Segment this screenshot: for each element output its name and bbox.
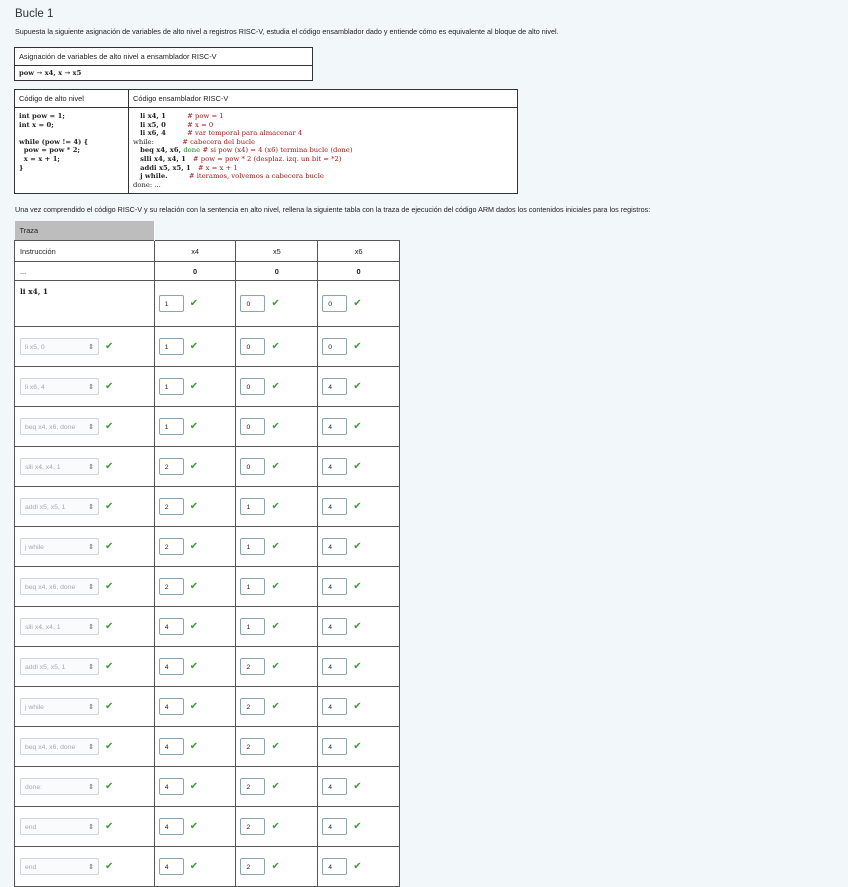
asm-instruction: slli x4, x4, 1: [133, 154, 193, 163]
instruction-select-value: li x5, 0: [25, 344, 45, 352]
instruction-select[interactable]: [20, 818, 99, 835]
check-icon: ✔: [105, 701, 114, 713]
instruction-select-value: end: [25, 824, 37, 832]
trace-row: [15, 527, 400, 567]
check-icon: ✔: [105, 661, 114, 673]
register-value-input-x4[interactable]: 4: [159, 778, 184, 795]
check-icon: ✔: [189, 621, 199, 633]
asm-code: [133, 112, 513, 189]
check-icon: ✔: [271, 741, 280, 753]
register-value-input-x6[interactable]: 4: [322, 378, 347, 395]
initial-x5: 0: [236, 262, 318, 281]
instruction-select-value: slli x4, x4, 1: [25, 624, 61, 632]
check-icon: ✔: [271, 381, 280, 393]
high-level-code: int pow = 1; int x = 0; while (pow != 4) { pow = pow * 2; x = x + 1; }: [19, 112, 89, 172]
register-value-input-x5[interactable]: 0: [240, 458, 265, 475]
register-value-input-x6[interactable]: 4: [322, 498, 347, 515]
check-icon: ✔: [105, 461, 114, 473]
instruction-select[interactable]: [20, 578, 99, 595]
asm-line: [133, 164, 238, 172]
register-value-input-x4[interactable]: 2: [159, 498, 184, 515]
check-icon: ✔: [271, 541, 280, 553]
register-value-input-x4[interactable]: 4: [159, 818, 184, 835]
asm-header: Código ensamblador RISC-V: [129, 90, 518, 108]
check-icon: ✔: [353, 298, 362, 310]
updown-arrow-icon: ⇕: [88, 544, 94, 552]
instruction-select-value: beq x4, x6, done: [25, 744, 76, 752]
intro-text: Supuesta la siguiente asignación de variables de alto nivel a registros RISC-V, estudia el código ensamblador dado y entiende cómo es equivalente al bloque de alto nivel.: [15, 27, 559, 36]
instruction-select-value: end: [25, 864, 37, 872]
register-value-input-x6[interactable]: 4: [322, 738, 347, 755]
register-value-input-x5[interactable]: 2: [240, 778, 265, 795]
register-value-input-x5[interactable]: 2: [240, 858, 265, 875]
register-value-input-x6[interactable]: 0: [322, 295, 347, 312]
initial-instr: ...: [15, 262, 155, 281]
trace-table: [14, 221, 400, 887]
initial-x6: 0: [318, 262, 400, 281]
mapping-table: [14, 47, 313, 81]
updown-arrow-icon: ⇕: [88, 344, 94, 352]
check-icon: ✔: [189, 661, 199, 673]
check-icon: ✔: [353, 861, 362, 873]
asm-comment: # x = x + 1: [197, 163, 238, 172]
updown-arrow-icon: ⇕: [88, 624, 94, 632]
instructions-text: Una vez comprendido el código RISC-V y su relación con la sentencia en alto nivel, rellena la siguiente tabla con la traza de ejecución del código ARM dados los contenidos iniciales para los registros:: [15, 205, 651, 215]
asm-comment: # iteramos, volvemos a cabecera bucle: [188, 172, 324, 181]
register-value-input-x6[interactable]: 4: [322, 818, 347, 835]
trace-row: [15, 687, 400, 727]
trace-row: [15, 807, 400, 847]
instruction-select-value: addi x5, x5, 1: [25, 664, 66, 672]
check-icon: ✔: [353, 701, 362, 713]
mapping-value: pow → x4, x → x5: [15, 66, 313, 81]
col-instruction: Instrucción: [15, 241, 155, 262]
register-value-input-x5[interactable]: 0: [240, 295, 265, 312]
trace-row: [15, 767, 400, 807]
register-value-input-x5[interactable]: 0: [240, 418, 265, 435]
register-value-input-x4[interactable]: 1: [159, 295, 184, 312]
updown-arrow-icon: ⇕: [88, 384, 94, 392]
instruction-select-value: beq x4, x6, done: [25, 424, 76, 432]
register-value-input-x4[interactable]: 4: [159, 858, 184, 875]
check-icon: ✔: [271, 461, 280, 473]
updown-arrow-icon: ⇕: [88, 864, 94, 872]
asm-comment: # si pow (x4) = 4 (x6) termina bucle (done): [202, 146, 353, 155]
check-icon: ✔: [189, 541, 199, 553]
asm-label: while:: [133, 137, 154, 146]
updown-arrow-icon: ⇕: [88, 424, 94, 432]
register-value-input-x4[interactable]: 4: [159, 738, 184, 755]
asm-line: [133, 155, 342, 163]
register-value-input-x5[interactable]: 2: [240, 658, 265, 675]
check-icon: ✔: [105, 501, 114, 513]
check-icon: ✔: [189, 381, 199, 393]
check-icon: ✔: [353, 621, 362, 633]
check-icon: ✔: [189, 461, 199, 473]
check-icon: ✔: [271, 501, 280, 513]
register-value-input-x5[interactable]: 0: [240, 378, 265, 395]
check-icon: ✔: [353, 821, 362, 833]
register-value-input-x5[interactable]: 1: [240, 618, 265, 635]
check-icon: ✔: [271, 861, 280, 873]
instruction-select[interactable]: [20, 858, 99, 875]
asm-line: [133, 172, 324, 180]
instruction-select-value: j while: [25, 704, 44, 712]
asm-comment: # x = 0: [187, 120, 214, 129]
trace-initial-row: [15, 262, 400, 281]
check-icon: ✔: [353, 381, 362, 393]
register-value-input-x4[interactable]: 4: [159, 618, 184, 635]
check-icon: ✔: [353, 341, 362, 353]
check-icon: ✔: [271, 421, 280, 433]
check-icon: ✔: [271, 701, 280, 713]
updown-arrow-icon: ⇕: [88, 504, 94, 512]
code-table: [14, 89, 518, 194]
asm-line: [133, 138, 255, 146]
register-value-input-x5[interactable]: 1: [240, 578, 265, 595]
check-icon: ✔: [105, 541, 114, 553]
register-value-input-x4[interactable]: 4: [159, 658, 184, 675]
check-icon: ✔: [189, 421, 199, 433]
asm-line: [133, 146, 352, 154]
check-icon: ✔: [353, 501, 362, 513]
check-icon: ✔: [189, 741, 199, 753]
trace-title-row: [15, 221, 400, 241]
trace-column-header-row: [15, 241, 400, 262]
check-icon: ✔: [189, 341, 199, 353]
asm-instruction: j while.: [133, 172, 189, 181]
col-x6: x6: [318, 241, 400, 262]
register-value-input-x6[interactable]: 4: [322, 618, 347, 635]
asm-instruction: beq x4, x6,: [133, 146, 184, 155]
register-value-input-x5[interactable]: 1: [240, 538, 265, 555]
instruction-select-value: addi x5, x5, 1: [25, 504, 66, 512]
register-value-input-x6[interactable]: 4: [322, 698, 347, 715]
register-value-input-x4[interactable]: 1: [159, 378, 184, 395]
check-icon: ✔: [271, 821, 280, 833]
instruction-select[interactable]: [20, 698, 99, 715]
register-value-input-x5[interactable]: 1: [240, 498, 265, 515]
instruction-select[interactable]: [20, 418, 99, 435]
asm-comment: # pow = 1: [187, 112, 224, 120]
asm-comment: # pow = pow * 2 (desplaz. izq. un bit = *2): [192, 154, 342, 163]
instruction-select[interactable]: [20, 618, 99, 635]
check-icon: ✔: [189, 298, 199, 310]
check-icon: ✔: [105, 621, 114, 633]
check-icon: ✔: [271, 661, 280, 673]
trace-row: [15, 367, 400, 407]
register-value-input-x4[interactable]: 1: [159, 418, 184, 435]
check-icon: ✔: [271, 298, 280, 310]
instruction-select[interactable]: [20, 778, 99, 795]
register-value-input-x6[interactable]: 4: [322, 778, 347, 795]
register-value-input-x6[interactable]: 4: [322, 538, 347, 555]
updown-arrow-icon: ⇕: [88, 824, 94, 832]
trace-row: [15, 727, 400, 767]
instruction-select[interactable]: [20, 458, 99, 475]
trace-row: [15, 281, 400, 327]
check-icon: ✔: [189, 581, 199, 593]
asm-code-cell: [129, 108, 518, 194]
register-value-input-x4[interactable]: 1: [159, 338, 184, 355]
check-icon: ✔: [105, 741, 114, 753]
instruction-select-value: slli x4, x4, 1: [25, 464, 61, 472]
check-icon: ✔: [189, 701, 199, 713]
trace-row: [15, 647, 400, 687]
instruction-select[interactable]: [20, 738, 99, 755]
asm-line: [133, 181, 161, 189]
check-icon: ✔: [105, 421, 114, 433]
updown-arrow-icon: ⇕: [88, 464, 94, 472]
trace-row: [15, 487, 400, 527]
updown-arrow-icon: ⇕: [88, 744, 94, 752]
check-icon: ✔: [189, 821, 199, 833]
asm-instruction: li x6, 4: [133, 129, 188, 138]
trace-row: [15, 447, 400, 487]
register-value-input-x4[interactable]: 2: [159, 578, 184, 595]
instruction-select-value: j while: [25, 544, 44, 552]
trace-title: Traza: [15, 221, 155, 241]
register-value-input-x6[interactable]: 4: [322, 578, 347, 595]
check-icon: ✔: [105, 341, 114, 353]
instruction-select-value: li x6, 4: [25, 384, 45, 392]
trace-row: [15, 847, 400, 887]
asm-instruction: addi x5, x5, 1: [133, 163, 198, 172]
updown-arrow-icon: ⇕: [88, 784, 94, 792]
register-value-input-x6[interactable]: 0: [322, 338, 347, 355]
register-value-input-x4[interactable]: 2: [159, 538, 184, 555]
register-value-input-x5[interactable]: 0: [240, 338, 265, 355]
updown-arrow-icon: ⇕: [88, 704, 94, 712]
trace-row: [15, 607, 400, 647]
instruction-select[interactable]: [20, 378, 99, 395]
register-value-input-x6[interactable]: 4: [322, 458, 347, 475]
col-x4: x4: [154, 241, 236, 262]
register-value-input-x6[interactable]: 4: [322, 658, 347, 675]
asm-line: [133, 129, 302, 137]
check-icon: ✔: [353, 541, 362, 553]
check-icon: ✔: [353, 581, 362, 593]
register-value-input-x4[interactable]: 2: [159, 458, 184, 475]
updown-arrow-icon: ⇕: [88, 664, 94, 672]
check-icon: ✔: [271, 621, 280, 633]
instruction-select[interactable]: [20, 338, 99, 355]
check-icon: ✔: [271, 581, 280, 593]
instruction-select[interactable]: [20, 538, 99, 555]
check-icon: ✔: [353, 461, 362, 473]
register-value-input-x5[interactable]: 2: [240, 818, 265, 835]
check-icon: ✔: [189, 781, 199, 793]
asm-line: [133, 112, 224, 120]
check-icon: ✔: [353, 781, 362, 793]
asm-instruction: [154, 138, 182, 146]
instruction-select[interactable]: [20, 498, 99, 515]
question-title: Bucle 1: [15, 8, 54, 20]
check-icon: ✔: [189, 861, 199, 873]
initial-x4: 0: [154, 262, 236, 281]
instruction-select[interactable]: [20, 658, 99, 675]
instruction-fixed: li x4, 1: [15, 281, 155, 327]
check-icon: ✔: [353, 661, 362, 673]
trace-row: [15, 407, 400, 447]
register-value-input-x5[interactable]: 2: [240, 698, 265, 715]
instruction-select-value: beq x4, x6, done: [25, 584, 76, 592]
check-icon: ✔: [105, 821, 114, 833]
trace-row: [15, 567, 400, 607]
asm-comment: # var temporal para almacenar 4: [187, 129, 303, 138]
check-icon: ✔: [353, 421, 362, 433]
mapping-header: Asignación de variables de alto nivel a ensamblador RISC-V: [15, 48, 313, 66]
high-level-header: Código de alto nivel: [15, 90, 129, 108]
asm-comment: # cabecera del bucle: [182, 137, 256, 146]
asm-instruction: li x5, 0: [133, 120, 188, 129]
register-value-input-x4[interactable]: 4: [159, 698, 184, 715]
register-value-input-x6[interactable]: 4: [322, 418, 347, 435]
check-icon: ✔: [105, 581, 114, 593]
high-level-code-cell: [15, 108, 129, 194]
updown-arrow-icon: ⇕: [88, 584, 94, 592]
register-value-input-x6[interactable]: 4: [322, 858, 347, 875]
col-x5: x5: [236, 241, 318, 262]
check-icon: ✔: [189, 501, 199, 513]
check-icon: ✔: [353, 741, 362, 753]
check-icon: ✔: [105, 781, 114, 793]
trace-row: [15, 327, 400, 367]
check-icon: ✔: [271, 341, 280, 353]
asm-label-ref: done: [183, 146, 201, 155]
check-icon: ✔: [271, 781, 280, 793]
instruction-select-value: done:: [25, 784, 43, 792]
asm-label: done: ...: [133, 180, 161, 189]
asm-line: [133, 121, 213, 129]
check-icon: ✔: [105, 861, 114, 873]
asm-instruction: li x4, 1: [133, 112, 188, 120]
check-icon: ✔: [105, 381, 114, 393]
register-value-input-x5[interactable]: 2: [240, 738, 265, 755]
